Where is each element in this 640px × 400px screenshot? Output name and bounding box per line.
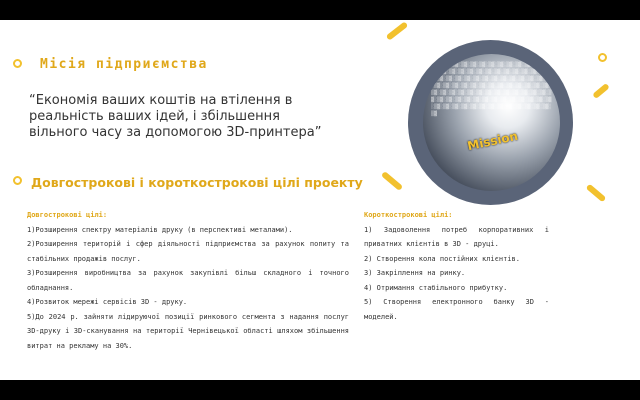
goals-title: Довгострокові і короткострокові цілі проекту bbox=[31, 175, 363, 190]
dash-decoration bbox=[592, 83, 610, 99]
ring-decoration bbox=[13, 59, 22, 68]
long-term-item: 1)Розширення спектру матеріалів друку (в перспективі металами). bbox=[27, 225, 293, 234]
mission-globe-image bbox=[423, 54, 560, 191]
dash-decoration bbox=[586, 184, 607, 203]
short-term-item: 2) Створення кола постійних клієнтів. bbox=[364, 254, 520, 263]
dash-decoration bbox=[381, 171, 403, 191]
short-term-heading: Короткострокові цілі: bbox=[364, 211, 453, 219]
short-term-goals bbox=[364, 208, 549, 324]
short-term-item: 4) Отримання стабільного прибутку. bbox=[364, 283, 508, 292]
long-term-item: 4)Розвиток мережі сервісів 3D - друку. bbox=[27, 298, 188, 306]
ring-decoration bbox=[13, 176, 22, 185]
ring-decoration bbox=[598, 53, 607, 62]
short-term-item: 5) Створення електронного банку 3D - моделей. bbox=[364, 298, 549, 321]
mission-quote: “Економія ваших коштів на втілення в реальність ваших ідей, і збільшення вільного часу за допомогою 3D-принтера” bbox=[29, 93, 322, 140]
short-term-item: 1) Задоволення потреб корпоративних і приватних клієнтів в 3D - друці. bbox=[364, 225, 549, 248]
dash-decoration bbox=[386, 21, 409, 41]
globe-texture: ░▒▓░▒▓░▒▓░▒▓░▒▓░▒▓░▒▓░▒▓░▒▓░▒▓░▒▓░▒▓░▒▓░▒▓░▒▓░▒▓░▒▓░▒▓░▒▓░▒▓░▒▓░▒▓░▒▓░▒▓░▒▓░▒▓░▒▓░▒▓░▒▓░▒▓░▒▓░▒▓░▒▓░▒▓░▒▓░▒▓░▒▓░▒▓░▒▓░▒▓░▒▓░▒▓░▒▓░▒▓░▒▓░▒▓░▒▓░▒▓░▒▓░▒▓░▒▓░▒▓░▒▓░▒▓░▒▓░▒▓░▒▓░▒▓░▒▓░▒▓░▒▓░▒▓░▒▓░▒▓░▒▓░▒▓░▒▓░▒▓░▒▓░▒▓░▒▓░▒▓░▒▓░▒▓░▒▓░▒▓░▒▓░▒▓░▒▓░▒▓░▒▓░▒▓░▒▓░▒▓░▒▓░▒▓░▒▓░▒▓░▒▓░▒▓░▒▓░▒▓░▒▓░▒▓ bbox=[431, 62, 552, 117]
globe-label: Mission bbox=[466, 128, 520, 154]
slide bbox=[0, 20, 640, 380]
long-term-goals bbox=[27, 208, 349, 353]
long-term-heading: Довгострокові цілі: bbox=[27, 211, 108, 219]
short-term-item: 3) Закріплення на ринку. bbox=[364, 269, 466, 277]
long-term-item: 2)Розширення територій і сфер діяльності підприємства за рахунок попиту та стабільних продажів послуг. bbox=[27, 240, 349, 263]
mission-title: Місія підприємства bbox=[40, 57, 208, 72]
long-term-item: 3)Розширення виробництва за рахунок закупівлі більш складного і точного обладнання. bbox=[27, 269, 349, 292]
long-term-item: 5)До 2024 р. зайняти лідируючої позиції ринкового сегмента з надання послуг 3D-друку і 3D-сканування на території Чернівецької області шляхом збільшення витрат на рекламу на 30%. bbox=[27, 312, 349, 350]
